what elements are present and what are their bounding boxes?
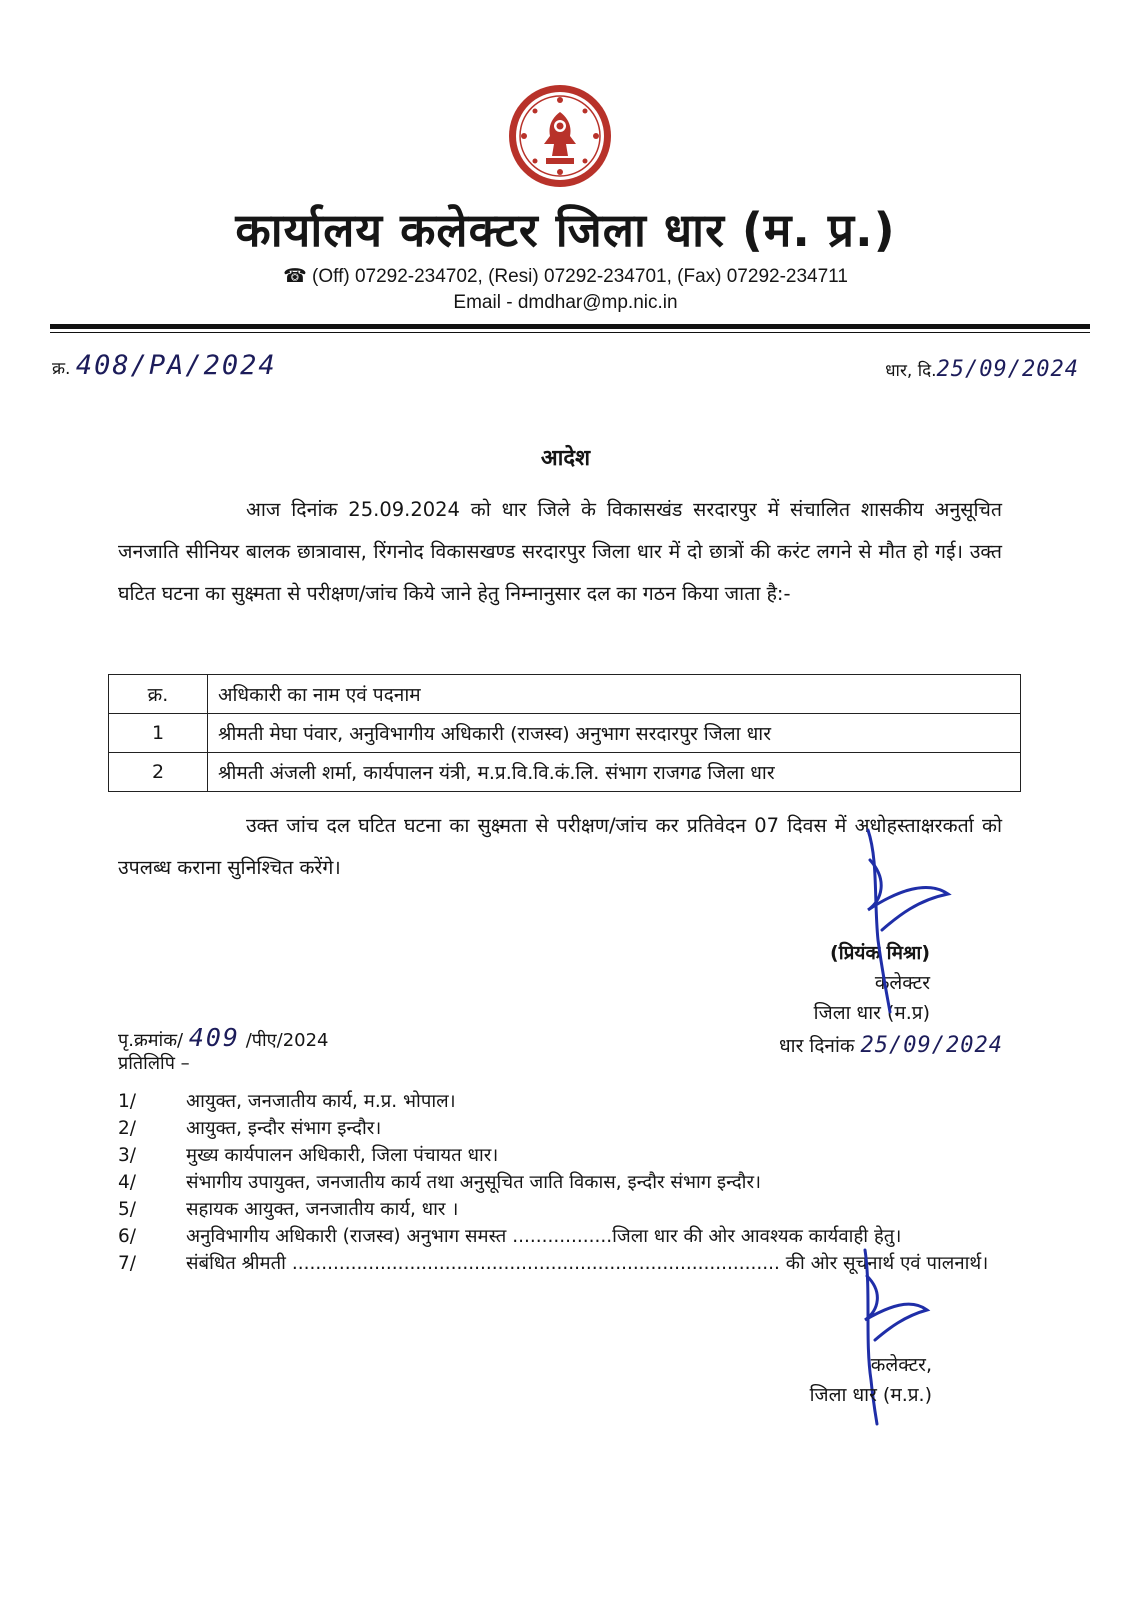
- table-cell-officer: श्रीमती मेघा पंवार, अनुविभागीय अधिकारी (राजस्व) अनुभाग सरदारपुर जिला धार: [208, 714, 1021, 753]
- list-item: [118, 1142, 988, 1169]
- list-item-number: 6/: [118, 1226, 137, 1247]
- list-item-number: 2/: [118, 1118, 137, 1139]
- table-row: [109, 753, 1021, 792]
- copy-list: [118, 1088, 988, 1277]
- list-item: [118, 1115, 988, 1142]
- endorsement-number-handwritten: 409: [188, 1023, 240, 1052]
- copy-label: प्रतिलिपि –: [118, 1053, 190, 1074]
- mp-govt-emblem: [506, 82, 614, 190]
- contact-block: [0, 264, 1131, 316]
- endorsement-date-prefix: धार दिनांक: [779, 1035, 855, 1057]
- order-paragraph-2: उक्त जांच दल घटित घटना का सुक्ष्मता से परीक्षण/जांच कर प्रतिवेदन 07 दिवस में अधोहस्ताक्षरकर्ता को उपलब्ध कराना सुनिश्चित करेंगे।: [118, 814, 1002, 879]
- list-item-number: 1/: [118, 1091, 137, 1112]
- signatory-place: जिला धार (म.प्र): [813, 1002, 930, 1024]
- header-divider-thick: [50, 324, 1090, 329]
- list-item-text: आयुक्त, इन्दौर संभाग इन्दौर।: [186, 1118, 382, 1139]
- order-date: [885, 357, 1079, 382]
- signatory-place: जिला धार (म.प्र.): [809, 1384, 932, 1406]
- signatory-block-2: [792, 1350, 932, 1410]
- list-item-text: संभागीय उपायुक्त, जनजातीय कार्य तथा अनुसूचित जाति विकास, इन्दौर संभाग इन्दौर।: [186, 1172, 762, 1193]
- table-cell-serial: 2: [109, 753, 208, 792]
- signatory-block: [790, 938, 930, 1028]
- list-item-text: अनुविभागीय अधिकारी (राजस्व) अनुभाग समस्त .................जिला धार की ओर आवश्यक कार्यवाही हेतु।: [186, 1226, 902, 1247]
- list-item-number: 7/: [118, 1253, 137, 1274]
- contact-phone-line: ☎ (Off) 07292-234702, (Resi) 07292-234701, (Fax) 07292-234711: [283, 266, 848, 287]
- list-item-number: 4/: [118, 1172, 137, 1193]
- list-item-text: सहायक आयुक्त, जनजातीय कार्य, धार ।: [186, 1199, 459, 1220]
- signatory-designation: कलेक्टर,: [870, 1354, 932, 1376]
- endorsement-block: [118, 1023, 329, 1075]
- header-divider-thin: [50, 332, 1090, 333]
- table-header-row: [109, 675, 1021, 714]
- list-item-number: 5/: [118, 1199, 137, 1220]
- table-cell-officer: श्रीमती अंजली शर्मा, कार्यपालन यंत्री, म.प्र.वि.वि.कं.लि. संभाग राजगढ जिला धार: [208, 753, 1021, 792]
- list-item-number: 3/: [118, 1145, 137, 1166]
- endorsement-prefix: पृ.क्रमांक/: [118, 1030, 184, 1051]
- date-handwritten: 25/09/2024: [936, 357, 1079, 382]
- list-item-text: आयुक्त, जनजातीय कार्य, म.प्र. भोपाल।: [186, 1091, 456, 1112]
- list-item: [118, 1088, 988, 1115]
- endorsement-date-handwritten: 25/09/2024: [860, 1033, 1003, 1058]
- endorsement-date: [779, 1032, 1003, 1058]
- office-title: कार्यालय कलेक्टर जिला धार (म. प्र.): [235, 203, 896, 257]
- signatory-name: (प्रियंक मिश्रा): [830, 942, 930, 964]
- list-item: [118, 1169, 988, 1196]
- table-cell-serial: 1: [109, 714, 208, 753]
- ref-prefix: क्र.: [52, 359, 71, 379]
- order-heading: आदेश: [540, 446, 591, 471]
- table-header-cell: क्र.: [109, 675, 208, 714]
- signatory-designation: कलेक्टर: [874, 972, 930, 994]
- committee-table: [108, 674, 1021, 792]
- date-prefix: धार, दि.: [885, 361, 937, 381]
- endorsement-number: [118, 1023, 329, 1052]
- list-item-text: मुख्य कार्यपालन अधिकारी, जिला पंचायत धार।: [186, 1145, 499, 1166]
- endorsement-suffix: /पीए/2024: [245, 1030, 329, 1051]
- reference-number: [52, 350, 277, 381]
- order-paragraph-1: आज दिनांक 25.09.2024 को धार जिले के विकासखंड सरदारपुर में संचालित शासकीय अनुसूचित जनजाति सीनियर बालक छात्रावास, रिंगनोद विकासखण्ड सरदारपुर जिला धार में दो छात्रों की करंट लगने से मौत हो गई। उक्त घटित घटना का सुक्ष्मता से परीक्षण/जांच किये जाने हेतु निम्नानुसार दल का गठन किया जाता है:-: [118, 498, 1002, 605]
- contact-email-line: Email - dmdhar@mp.nic.in: [453, 292, 678, 313]
- table-header-cell: अधिकारी का नाम एवं पदनाम: [208, 675, 1021, 714]
- list-item-text: संबंधित श्रीमती ................................................................................... की ओर सूचनार्थ एवं पालनार्थ।: [186, 1253, 989, 1274]
- list-item: [118, 1250, 988, 1277]
- list-item: [118, 1196, 988, 1223]
- table-row: [109, 714, 1021, 753]
- list-item: [118, 1223, 988, 1250]
- ref-number-handwritten: 408/PA/2024: [75, 350, 277, 381]
